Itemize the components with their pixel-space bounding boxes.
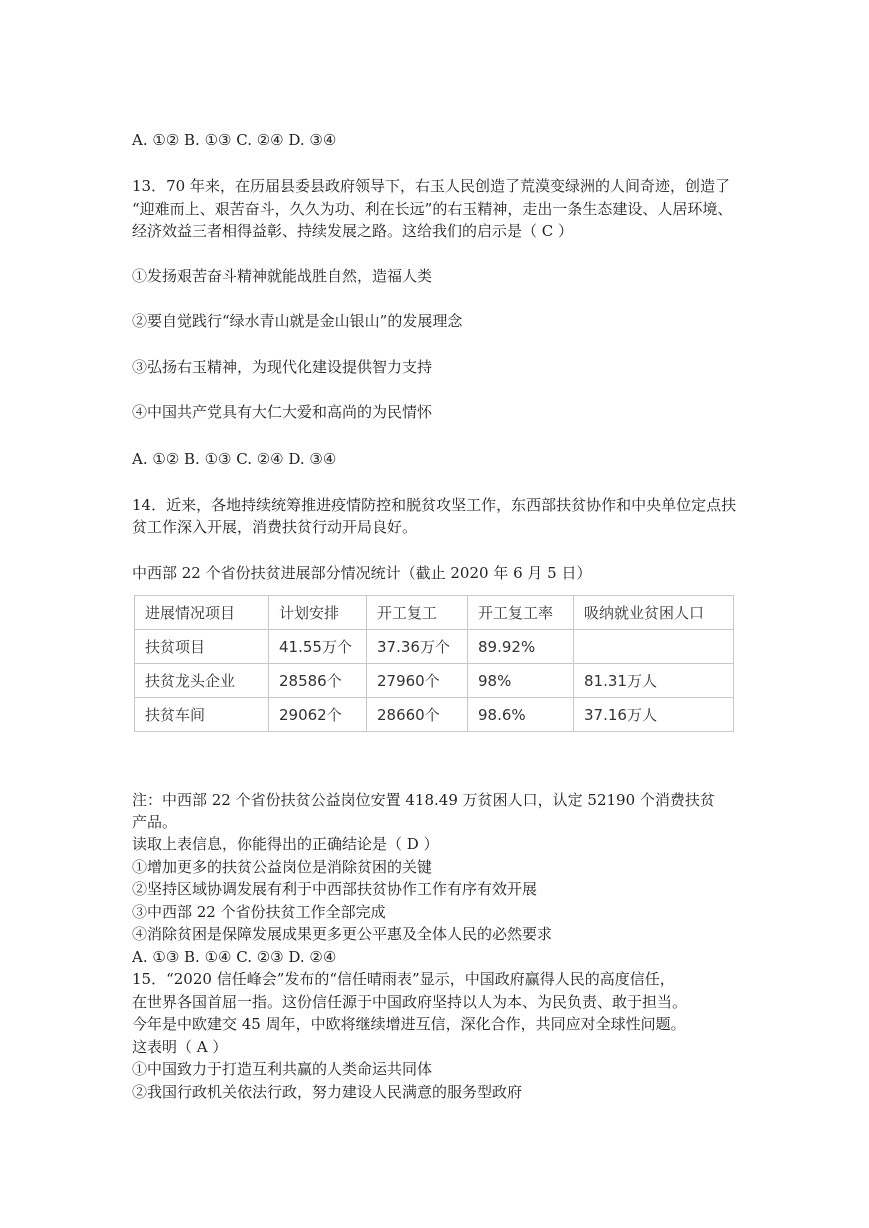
table-header-cell: 开工复工 — [367, 596, 468, 630]
q14-answer-options: A. ①③ B. ①④ C. ②③ D. ②④ — [132, 948, 337, 966]
q14-option-4: ④消除贫困是保障发展成果更多更公平惠及全体人民的必然要求 — [132, 925, 553, 943]
q13-stem-line3: 经济效益三者相得益彰、持续发展之路。这给我们的启示是（ C ） — [132, 222, 574, 240]
table-header-cell: 吸纳就业贫困人口 — [574, 596, 734, 630]
q15-stem-line4: 这表明（ A ） — [132, 1038, 228, 1056]
q13-option-3: ③弘扬右玉精神，为现代化建设提供智力支持 — [132, 358, 433, 376]
q14-option-3: ③中西部 22 个省份扶贫工作全部完成 — [132, 903, 386, 921]
q15-option-2: ②我国行政机关依法行政，努力建设人民满意的服务型政府 — [132, 1083, 523, 1101]
table-cell: 98.6% — [468, 698, 574, 732]
q13-stem-line1: 13．70 年来，在历届县委县政府领导下，右玉人民创造了荒漠变绿洲的人间奇迹，创造了 — [132, 177, 730, 195]
table-cell — [574, 630, 734, 664]
poverty-stats-table — [134, 595, 734, 732]
q14-option-2: ②坚持区域协调发展有利于中西部扶贫协作工作有序有效开展 — [132, 880, 538, 898]
q13-option-2: ②要自觉践行“绿水青山就是金山银山”的发展理念 — [132, 312, 463, 330]
table-cell: 98% — [468, 664, 574, 698]
table-header-cell: 计划安排 — [269, 596, 367, 630]
q13-stem-line2: “迎难而上、艰苦奋斗，久久为功、利在长远”的右玉精神，走出一条生态建设、人居环境、 — [132, 200, 733, 218]
q15-stem-line1: 15．“2020 信任峰会”发布的“信任晴雨表”显示，中国政府赢得人民的高度信任， — [132, 970, 675, 988]
table-header-cell: 开工复工率 — [468, 596, 574, 630]
q14-stem-line1: 14．近来，各地持续统筹推进疫情防控和脱贫攻坚工作，东西部扶贫协作和中央单位定点扶 — [132, 496, 737, 514]
table-cell: 扶贫项目 — [135, 630, 269, 664]
table-header-cell: 进展情况项目 — [135, 596, 269, 630]
table-header-row — [135, 596, 734, 630]
table-note-line1: 注：中西部 22 个省份扶贫公益岗位安置 418.49 万贫困人口，认定 52190 个消费扶贫 — [132, 791, 715, 809]
q15-stem-line2: 在世界各国首屈一指。这份信任源于中国政府坚持以人为本、为民负责、敢于担当。 — [132, 993, 688, 1011]
table-cell: 28660个 — [367, 698, 468, 732]
table-note-line2: 产品。 — [132, 813, 178, 831]
q13-option-4: ④中国共产党具有大仁大爱和高尚的为民情怀 — [132, 403, 433, 421]
q13-option-1: ①发扬艰苦奋斗精神就能战胜自然，造福人类 — [132, 267, 433, 285]
table-cell: 37.36万个 — [367, 630, 468, 664]
table-cell: 89.92% — [468, 630, 574, 664]
q12-answer-options: A. ①② B. ①③ C. ②④ D. ③④ — [132, 131, 337, 149]
table-row — [135, 698, 734, 732]
q14-option-1: ①增加更多的扶贫公益岗位是消除贫困的关键 — [132, 858, 433, 876]
q14-stem-line2: 贫工作深入开展，消费扶贫行动开局良好。 — [132, 518, 418, 536]
q15-stem-line3: 今年是中欧建交 45 周年，中欧将继续增进互信，深化合作，共同应对全球性问题。 — [132, 1015, 686, 1033]
table-cell: 27960个 — [367, 664, 468, 698]
table-cell: 41.55万个 — [269, 630, 367, 664]
table-cell: 37.16万人 — [574, 698, 734, 732]
q13-answer-options: A. ①② B. ①③ C. ②④ D. ③④ — [132, 450, 337, 468]
table-cell: 扶贫车间 — [135, 698, 269, 732]
table-cell: 81.31万人 — [574, 664, 734, 698]
q14-question: 读取上表信息，你能得出的正确结论是（ D ） — [132, 835, 439, 853]
q15-option-1: ①中国致力于打造互利共赢的人类命运共同体 — [132, 1060, 433, 1078]
table-caption: 中西部 22 个省份扶贫进展部分情况统计（截止 2020 年 6 月 5 日） — [132, 564, 592, 582]
table-cell: 28586个 — [269, 664, 367, 698]
table-row — [135, 664, 734, 698]
table-row — [135, 630, 734, 664]
table-cell: 扶贫龙头企业 — [135, 664, 269, 698]
table-cell: 29062个 — [269, 698, 367, 732]
